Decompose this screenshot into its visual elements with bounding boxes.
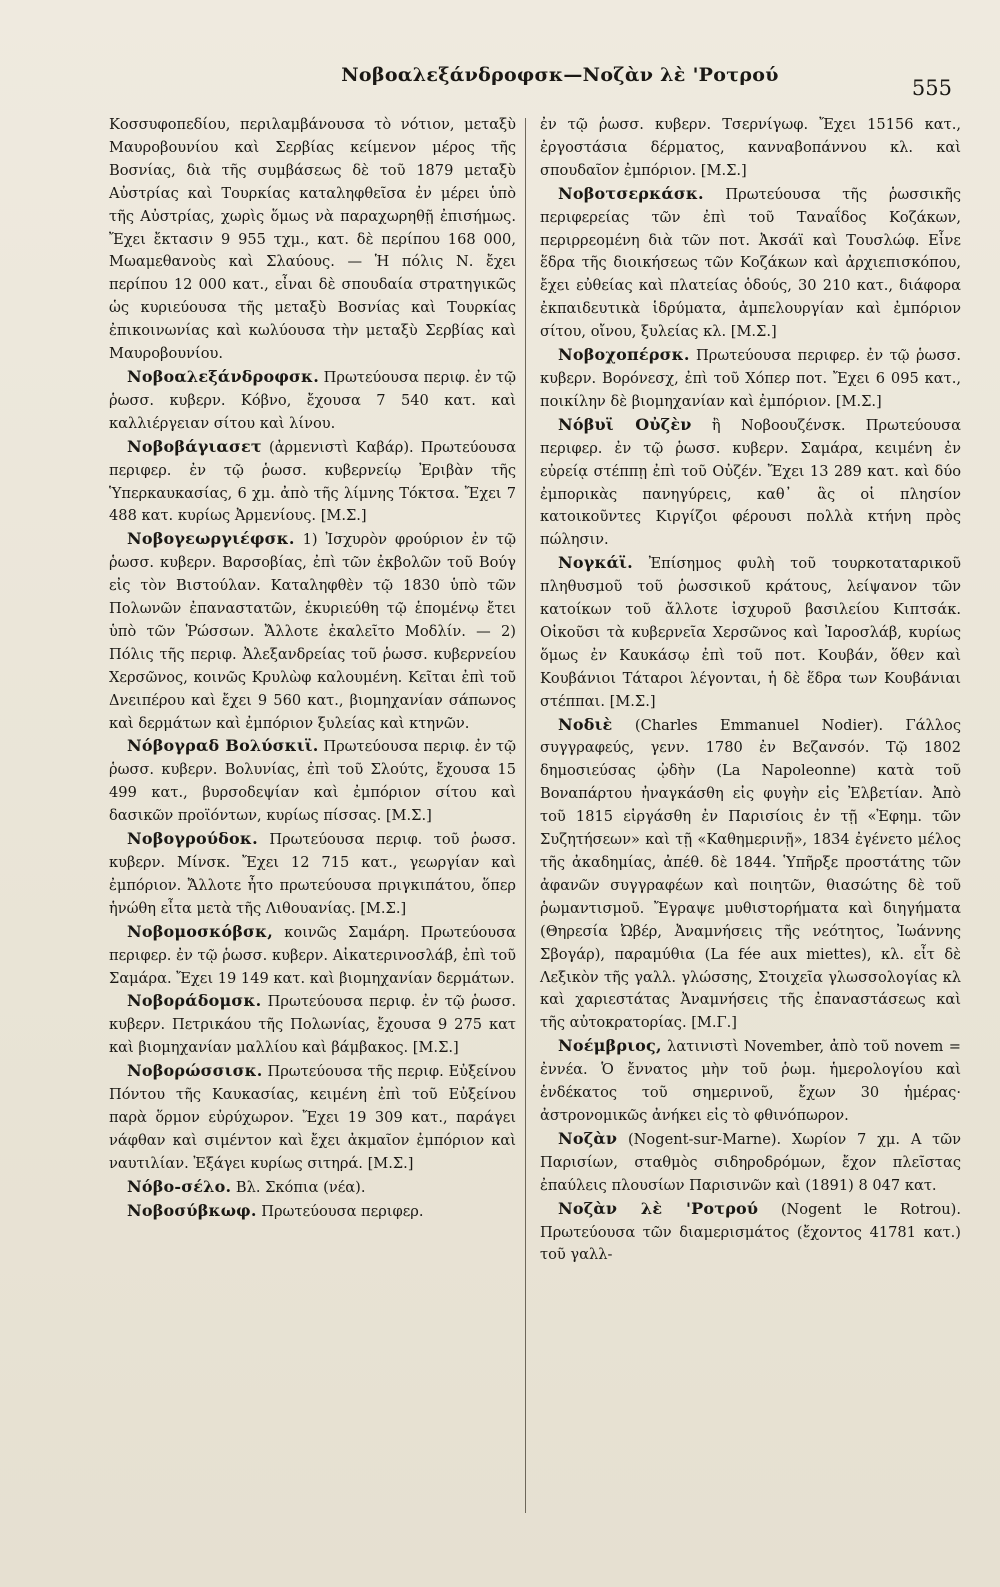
entry: Νοβογεωργιέφσκ. 1) Ἰσχυρὸν φρούριον ἐν τῷ ῥωσσ. κυβερν. Βαρσοβίας, ἐπὶ τῶν ἐκβολῶν τοῦ Βούγ εἰς τὸν Βιστούλαν. Καταληφθὲν τῷ 1830 ὑπὸ τῶν Πολωνῶν ἐπαναστατῶν, ἐκυριεύθη τῷ ἑπομένῳ ἔτει ὑπὸ τῶν Ῥώσσων. Ἄλλοτε ἐκαλεῖτο Μοδλίν. — 2) Πόλις τῆς περιφ. Ἀλεξανδρείας τοῦ ῥωσσ. κυβερνείου Χερσῶνος, κοινῶς Κρυλὼφ καλουμένη. Κεῖται ἐπὶ τοῦ Δνειπέρου καὶ ἔχει 9 560 κατ., βιομηχανίαν σάπωνος καὶ δερμάτων καὶ ἐμπόριον ξυλείας καὶ κτηνῶν. bbox=[109, 529, 516, 732]
headword: Νογκάϊ. bbox=[558, 553, 633, 573]
headword: Νοβοβάγιασετ bbox=[127, 436, 262, 456]
headword: Νοζὰν bbox=[558, 1128, 618, 1148]
right-column bbox=[540, 114, 961, 1267]
entry: Νοέμβριος, λατινιστὶ November, ἀπὸ τοῦ novem = ἐννέα. Ὁ ἔννατος μὴν τοῦ ῥωμ. ἡμερολογίου καὶ ἑνδέκατος τοῦ σημερινοῦ, ἔχων 30 ἡμέρας· ἀστρονομικῶς ἀνήκει εἰς τὸ φθινόπωρον. bbox=[540, 1036, 961, 1124]
entry: Νοβογρούδοκ. Πρωτεύουσα περιφ. τοῦ ῥωσσ. κυβερν. Μίνσκ. Ἔχει 12 715 κατ., γεωργίαν καὶ ἐμπόριον. Ἄλλοτε ἦτο πρωτεύουσα πριγκιπάτου, ὅπερ ἡνώθη εἶτα μετὰ τῆς Λιθουανίας. [Μ.Σ.] bbox=[109, 829, 516, 917]
entry: Νοβομοσκόβσκ, κοινῶς Σαμάρη. Πρωτεύουσα περιφερ. ἐν τῷ ῥωσσ. κυβερν. Αἰκατερινοσλάβ, ἐπὶ τοῦ Σαμάρα. Ἔχει 19 149 κατ. καὶ βιομηχανίαν δερμάτων. bbox=[109, 921, 516, 987]
entry: Νοβοχοπέρσκ. Πρωτεύουσα περιφερ. ἐν τῷ ῥωσσ. κυβερν. Βορόνεσχ, ἐπὶ τοῦ Χόπερ ποτ. Ἔχει 6 095 κατ., ποικίλην δὲ βιομηχανίαν καὶ ἐμπόριον. [Μ.Σ.] bbox=[540, 345, 961, 410]
headword: Νόβογραδ Βολύσκιϊ. bbox=[127, 736, 319, 756]
entry: Νοβοράδομσκ. Πρωτεύουσα περιφ. ἐν τῷ ῥωσσ. κυβερν. Πετρικάου τῆς Πολωνίας, ἔχουσα 9 275 κατ καὶ βιομηχανίαν μαλλίου καὶ βάμβακος. [Μ.Σ.] bbox=[109, 991, 516, 1057]
headword: Νοβογεωργιέφσκ. bbox=[127, 529, 295, 549]
left-column bbox=[109, 114, 516, 1224]
entry: Νόβυϊ Οὐζὲν ἢ Νοβοουζένσκ. Πρωτεύουσα περιφερ. ἐν τῷ ῥωσσ. κυβερν. Σαμάρα, κειμένη ἐν εὐρείᾳ στέππῃ ἐπὶ τοῦ Οὐζέν. Ἔχει 13 289 κατ. καὶ δύο ἐμπορικὰς πανηγύρεις, καθ᾽ ἃς οἱ πλησίον κατοικοῦντες Κιργίζοι φέρουσι πολλὰ κτήνη πρὸς πώλησιν. bbox=[540, 414, 961, 549]
headword: Νοέμβριος, bbox=[558, 1036, 662, 1056]
headword: Νοδιὲ bbox=[558, 714, 613, 734]
entry-continuation: Κοσσυφοπεδίου, περιλαμβάνουσα τὸ νότιον, μεταξὺ Μαυροβουνίου καὶ Σερβίας κείμενον μέρος τῆς Βοσνίας, διὰ τῆς συμβάσεως δὲ τοῦ 1879 μεταξὺ Αὐστρίας καὶ Τουρκίας καταληφθεῖσα ἐν μέρει ὑπὸ τῆς Αὐστρίας, χωρὶς ὅμως νὰ παραχωρηθῇ ἐπισήμως. Ἔχει ἔκτασιν 9 955 τχμ., κατ. δὲ περίπου 168 000, Μωαμεθανοὺς καὶ Σλαύους. — Ἡ πόλις Ν. ἔχει περίπου 12 000 κατ., εἶναι δὲ σπουδαία στρατηγικῶς ὡς κυριεύουσα τῆς μεταξὺ Βοσνίας καὶ Τουρκίας ἐπικοινωνίας καὶ κωλύουσα τὴν μεταξὺ Σερβίας καὶ Μαυροβουνίου. bbox=[109, 116, 516, 363]
entry: Νογκάϊ. Ἐπίσημος φυλὴ τοῦ τουρκοταταρικοῦ πληθυσμοῦ τοῦ ῥωσσικοῦ κράτους, λείψανον τῶν κατοίκων τοῦ ἄλλοτε ἰσχυροῦ βασιλείου Κιπτσάκ. Οἰκοῦσι τὰ κυβερνεῖα Χερσῶνος καὶ Ἰαροσλάβ, κυρίως ὅμως ἐν Καυκάσῳ ἐπὶ τοῦ ποτ. Κουβάν, ὅθεν καὶ Κουβάνιοι Τάταροι λέγονται, ἡ δὲ ἕδρα των Κουβάνιαι στέππαι. [Μ.Σ.] bbox=[540, 553, 961, 710]
headword: Νοβογρούδοκ. bbox=[127, 829, 258, 849]
column-divider bbox=[525, 118, 526, 1513]
entry: Νοζὰν (Nogent-sur-Marne). Χωρίον 7 χμ. Α τῶν Παρισίων, σταθμὸς σιδηροδρόμων, ἔχον πλεῖστας ἐπαύλεις πλουσίων Παρισινῶν καὶ (1891) 8 047 κατ. bbox=[540, 1128, 961, 1194]
headword: Νοβοαλεξάνδροφσκ. bbox=[127, 366, 319, 386]
entry: Νοβορώσσισκ. Πρωτεύουσα τῆς περιφ. Εὐξείνου Πόντου τῆς Καυκασίας, κειμένη ἐπὶ τοῦ Εὐξείνου παρὰ ὅρμον εὐρύχωρον. Ἔχει 19 309 κατ., παράγει νάφθαν καὶ σιμέντον καὶ ἔχει ἀκμαῖον ἐμπόριον καὶ ναυτιλίαν. Ἐξάγει κυρίως σιτηρά. [Μ.Σ.] bbox=[109, 1061, 516, 1172]
entry: Νοβοσύβκωφ. Πρωτεύουσα περιφερ. bbox=[127, 1200, 424, 1220]
entry: Νοζὰν λὲ 'Ροτρού (Nogent le Rotrou). Πρωτεύουσα τῶν διαμερισμάτος (ἔχοντος 41781 κατ.) τοῦ γαλλ- bbox=[540, 1198, 961, 1264]
headword: Νοβοσύβκωφ. bbox=[127, 1200, 257, 1220]
headword: Νοζὰν λὲ 'Ροτρού bbox=[558, 1198, 759, 1218]
entry-continuation: ἐν τῷ ῥωσσ. κυβερν. Τσερνίγωφ. Ἔχει 15156 κατ., ἐργοστάσια δέρματος, κανναβοπάννου κλ. καὶ σπουδαῖον ἐμπόριον. [Μ.Σ.] bbox=[540, 116, 961, 179]
entry: Νοβοαλεξάνδροφσκ. Πρωτεύουσα περιφ. ἐν τῷ ῥωσσ. κυβερν. Κόβνο, ἔχουσα 7 540 κατ. καὶ καλλιέργειαν σίτου καὶ λίνου. bbox=[109, 366, 516, 432]
entry: Νοβοτσερκάσκ. Πρωτεύουσα τῆς ῥωσσικῆς περιφερείας τῶν ἐπὶ τοῦ Ταναΐδος Κοζάκων, περιρρεομένη διὰ τῶν ποτ. Ἀκσάϊ καὶ Τουσλώφ. Εἶνε ἕδρα τῆς διοικήσεως τῶν Κοζάκων καὶ ἀρχιεπισκόπου, ἔχει εὐθείας καὶ πλατείας ὁδούς, 30 210 κατ., διάφορα ἐκπαιδευτικὰ ἱδρύματα, ἀμπελουργίαν καὶ ἐμπόριον σίτου, οἴνου, ξυλείας κλ. [Μ.Σ.] bbox=[540, 183, 961, 341]
headword: Νόβυϊ Οὐζὲν bbox=[558, 414, 692, 434]
entry: Νόβο-σέλο. Βλ. Σκόπια (νέα). bbox=[127, 1176, 366, 1196]
headword: Νοβομοσκόβσκ, bbox=[127, 921, 274, 941]
running-header: Νοβοαλεξάνδροφσκ—Νοζὰν λὲ 'Ροτρού bbox=[341, 64, 779, 86]
entry: Νοδιὲ (Charles Emmanuel Nodier). Γάλλος συγγραφεύς, γενν. 1780 ἐν Βεζανσόν. Τῷ 1802 δημοσιεύσας ᾠδὴν (La Napoleonne) κατὰ τοῦ Βοναπάρτου ἠναγκάσθη εἰς φυγὴν εἰς Ἐλβετίαν. Ἀπὸ τοῦ 1815 εἰργάσθη ἐν Παρισίοις ἐν τῇ «Ἐφημ. τῶν Συζητήσεων» καὶ τῇ «Καθημερινῇ», 1834 ἐγένετο μέλος τῆς ἀκαδημίας, ἀπέθ. δὲ 1844. Ὑπῆρξε προστάτης τῶν ἀφανῶν συγγραφέων καὶ ποιητῶν, θιασώτης δὲ τοῦ ῥωμαντισμοῦ. Ἔγραψε μυθιστορήματα καὶ διηγήματα (Θηρεσία Ὠβέρ, Ἀναμνήσεις τῆς νεότητος, Ἰωάννης Σβογάρ), παραμύθια (La fée aux miettes), κλ. εἶτ δὲ Λεξικὸν τῆς γαλλ. γλώσσης, Στοιχεῖα γλωσσολογίας κλ καὶ χαριεστάτας Ἀναμνήσεις τῆς ἐπαναστάσεως καὶ τῆς αὐτοκρατορίας. [Μ.Γ.] bbox=[540, 714, 961, 1032]
headword: Νόβο-σέλο. bbox=[127, 1176, 232, 1196]
page-number: 555 bbox=[911, 76, 952, 100]
headword: Νοβορώσσισκ. bbox=[127, 1061, 263, 1081]
headword: Νοβοτσερκάσκ. bbox=[558, 183, 704, 203]
entry: Νοβοβάγιασετ (ἀρμενιστὶ Καβάρ). Πρωτεύουσα περιφερ. ἐν τῷ ῥωσσ. κυβερνείῳ Ἐριβὰν τῆς Ὑπερκαυκασίας, 6 χμ. ἀπὸ τῆς λίμνης Τόκτσα. Ἔχει 7 488 κατ. κυρίως Ἀρμενίους. [Μ.Σ.] bbox=[109, 436, 516, 525]
headword: Νοβοχοπέρσκ. bbox=[558, 345, 690, 365]
headword: Νοβοράδομσκ. bbox=[127, 991, 262, 1011]
entry: Νόβογραδ Βολύσκιϊ. Πρωτεύουσα περιφ. ἐν τῷ ῥωσσ. κυβερν. Βολυνίας, ἐπὶ τοῦ Σλούτς, ἔχουσα 15 499 κατ., βυρσοδεψίαν καὶ ἐμπόριον σίτου καὶ δασικῶν προϊόντων, κυρίως πίσσας. [Μ.Σ.] bbox=[109, 736, 517, 825]
